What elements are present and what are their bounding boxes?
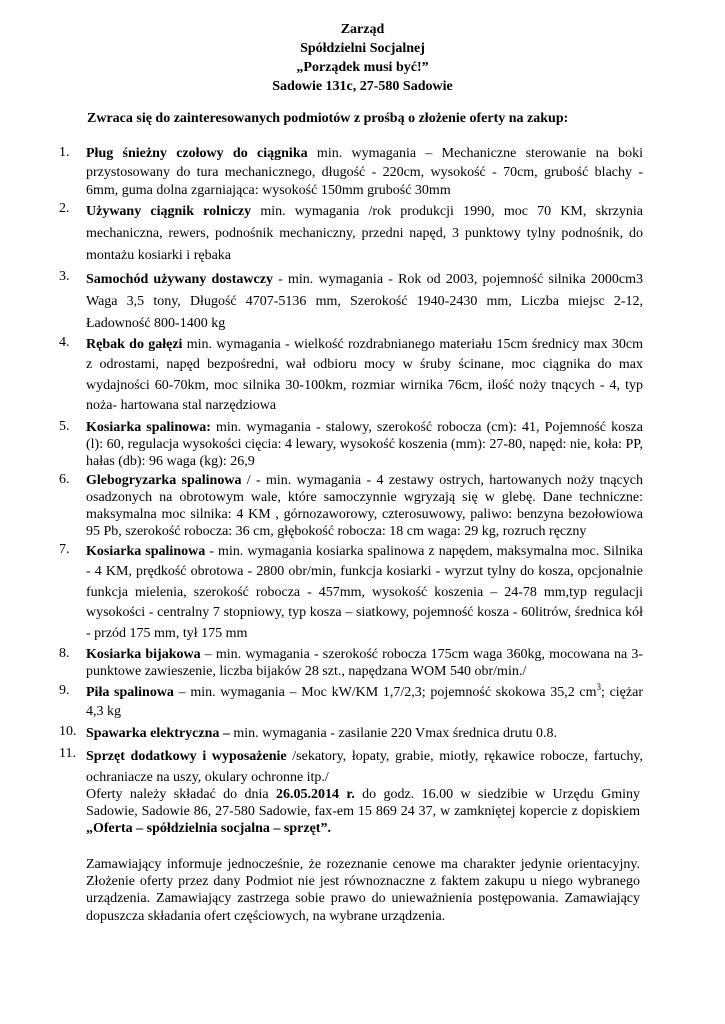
offer-label: „Oferta – spółdzielnia socjalna – sprzęt”. [86,821,331,837]
item-title: Kosiarka spalinowa [86,543,206,559]
item-text: min. wymagania - wielkość rozdrabnianego materiału 15cm średnicy max 30cm z odrostami, napęd bezpośredni, wał odbioru mocy w śruby ścinane, moc ciągnika do max wydajności 60-70km, moc silnika 30-100km, rozmiar wirnika 76cm, ilość noży tnących - 4, typ noża- hartowana stal narzędziowa [86,336,643,414]
list-item [59,724,643,743]
item-title: Pług śnieżny czołowy do ciągnika [86,146,308,161]
item-text: – min. wymagania – Moc kW/KM 1,7/2,3; pojemność skokowa 35,2 cm [173,685,597,701]
list-item [59,646,643,680]
list-item [59,683,643,721]
item-title: Rębak do gałęzi [86,336,183,352]
item-text: – min. wymagania - szerokość robocza 175cm waga 360kg, mocowana na 3-punktowe zawieszenie, liczba bijaków 28 szt., napędzana WOM 540 obr/min./ [86,647,643,680]
item-title: Kosiarka bijakowa [86,647,201,663]
item-text: /sekatory, łopaty, grabie, miotły, rękawice robocze, fartuchy, ochraniacze na uszy, okulary ochronne itp./ [86,749,643,786]
offer-date: 26.05.2014 r. [275,787,355,802]
item-number: 6. [59,471,70,487]
list-item [59,145,643,201]
equipment-list [59,145,643,788]
item-text: ; ciężar 4,3 kg [86,685,643,720]
list-item [59,419,643,470]
header-line-1: Zarząd [340,22,385,37]
offer-paragraph [86,786,640,838]
item-title: Używany ciągnik rolniczy [86,203,252,219]
superscript: 3 [596,682,601,693]
item-number: 7. [59,541,70,557]
item-title: Kosiarka spalinowa: [86,419,211,435]
item-number: 2. [59,200,70,216]
header-line-3: „Porządek musi być!” [296,60,429,75]
document-header [0,20,725,96]
item-text: min. wymagania - zasilanie 220 Vmax średnica drutu 0.8. [229,726,557,742]
offer-text-a: Oferty należy składać do dnia [86,787,276,802]
item-text: - min. wymagania - Rok od 2003, pojemność silnika 2000cm3 Waga 3,5 tony, Długość 4707-5136 mm, Szerokość 1940-2430 mm, Liczba miejsc 2-12, Ładowność 800-1400 kg [86,271,643,331]
item-number: 10. [59,724,77,740]
item-text: min. wymagania /rok produkcji 1990, moc 70 KM, skrzynia mechaniczna, rewers, podnośnik mechaniczny, przedni napęd, 3 punktowy tylny podnośnik, do montażu kosiarki i rębaka [86,203,643,263]
header-line-4: Sadowie 131c, 27-580 Sadowie [272,79,453,94]
list-item [59,201,643,267]
item-title: Glebogryzarka spalinowa [86,472,242,488]
item-number: 11. [59,746,76,762]
item-title: Samochód używany dostawczy [86,271,273,287]
offer-text-b: do godz. 16.00 w siedzibie w Urzędu Gminy Sadowie, Sadowie 86, 27-580 Sadowie, fax-em 15 869 24 37, w zamkniętej kopercie z dopiskiem [86,787,640,820]
item-title: Piła spalinowa [86,685,174,701]
item-title: Spawarka elektryczna – [86,726,230,742]
list-item [59,335,643,417]
list-item [59,542,643,645]
header-line-2: Spółdzielni Socjalnej [300,41,425,56]
item-number: 9. [59,683,70,699]
item-text: min. wymagania - stalowy, szerokość robocza (cm): 41, Pojemność kosza (l): 60, regulacja wysokości cięcia: 4 lewary, wysokość koszenia (mm): 27-80, napęd: nie, koła: PP, hałas (db): 96 waga (kg): 26,9 [86,419,644,469]
item-number: 4. [59,334,70,350]
item-text: - min. wymagania kosiarka spalinowa z napędem, maksymalna moc. Silnika - 4 KM, prędkość obrotowa - 2800 obr/min, funkcja kosiarki - wyrzut tylny do kosza, opcjonalnie funkcja mielenia, szerokość robocza - 457mm, wysokość koszenia – 24-78 mm,typ regulacji wysokości - centralny 7 stopniowy, typ kosza – siatkowy, pojemność kosza - 60litrów, średnica kół - przód 175 mm, tył 175 mm [86,543,644,641]
item-number: 3. [59,268,70,284]
list-item [59,746,643,788]
item-number: 8. [59,646,70,662]
notice-paragraph: Zamawiający informuje jednocześnie, że rozeznanie cenowe ma charakter jedynie orientacyjny. Złożenie oferty przez dany Podmiot nie jest równoznaczne z faktem zakupu u niego wybranego urządzenia. Zamawiający zastrzega sobie prawo do unieważnienia postępowania. Zamawiający dopuszcza składania ofert częściowych, na wybrane urządzenia. [86,857,640,924]
item-number: 1. [59,145,70,160]
list-item [59,269,643,335]
item-text: / - min. wymagania - 4 zestawy ostrych, hartowanych noży tnących osadzonych na obrotowym wale, które samoczynnie wgryzają się w glebę. Dane techniczne: maksymalna moc silnika: 4 KM , górnozaworowy, czterosuwowy, paliwo: benzyna bezołowiowa 95 Pb, szerokość robocza: 36 cm, głębokość robocza: 18 cm waga: 29 kg, rozruch ręczny [86,472,643,539]
item-text: min. wymagania – Mechaniczne sterowanie na boki przystosowany do tura mechanicznego, długość - 220cm, wysokość - 70cm, grubość blachy - 6mm, guma dolna zgarniająca: wysokość 150mm grubość 30mm [86,146,643,199]
item-title: Sprzęt dodatkowy i wyposażenie [86,749,287,765]
list-item [59,472,643,540]
item-number: 5. [59,418,70,434]
intro-text: Zwraca się do zainteresowanych podmiotów z prośbą o złożenie oferty na zakup: [87,111,569,126]
